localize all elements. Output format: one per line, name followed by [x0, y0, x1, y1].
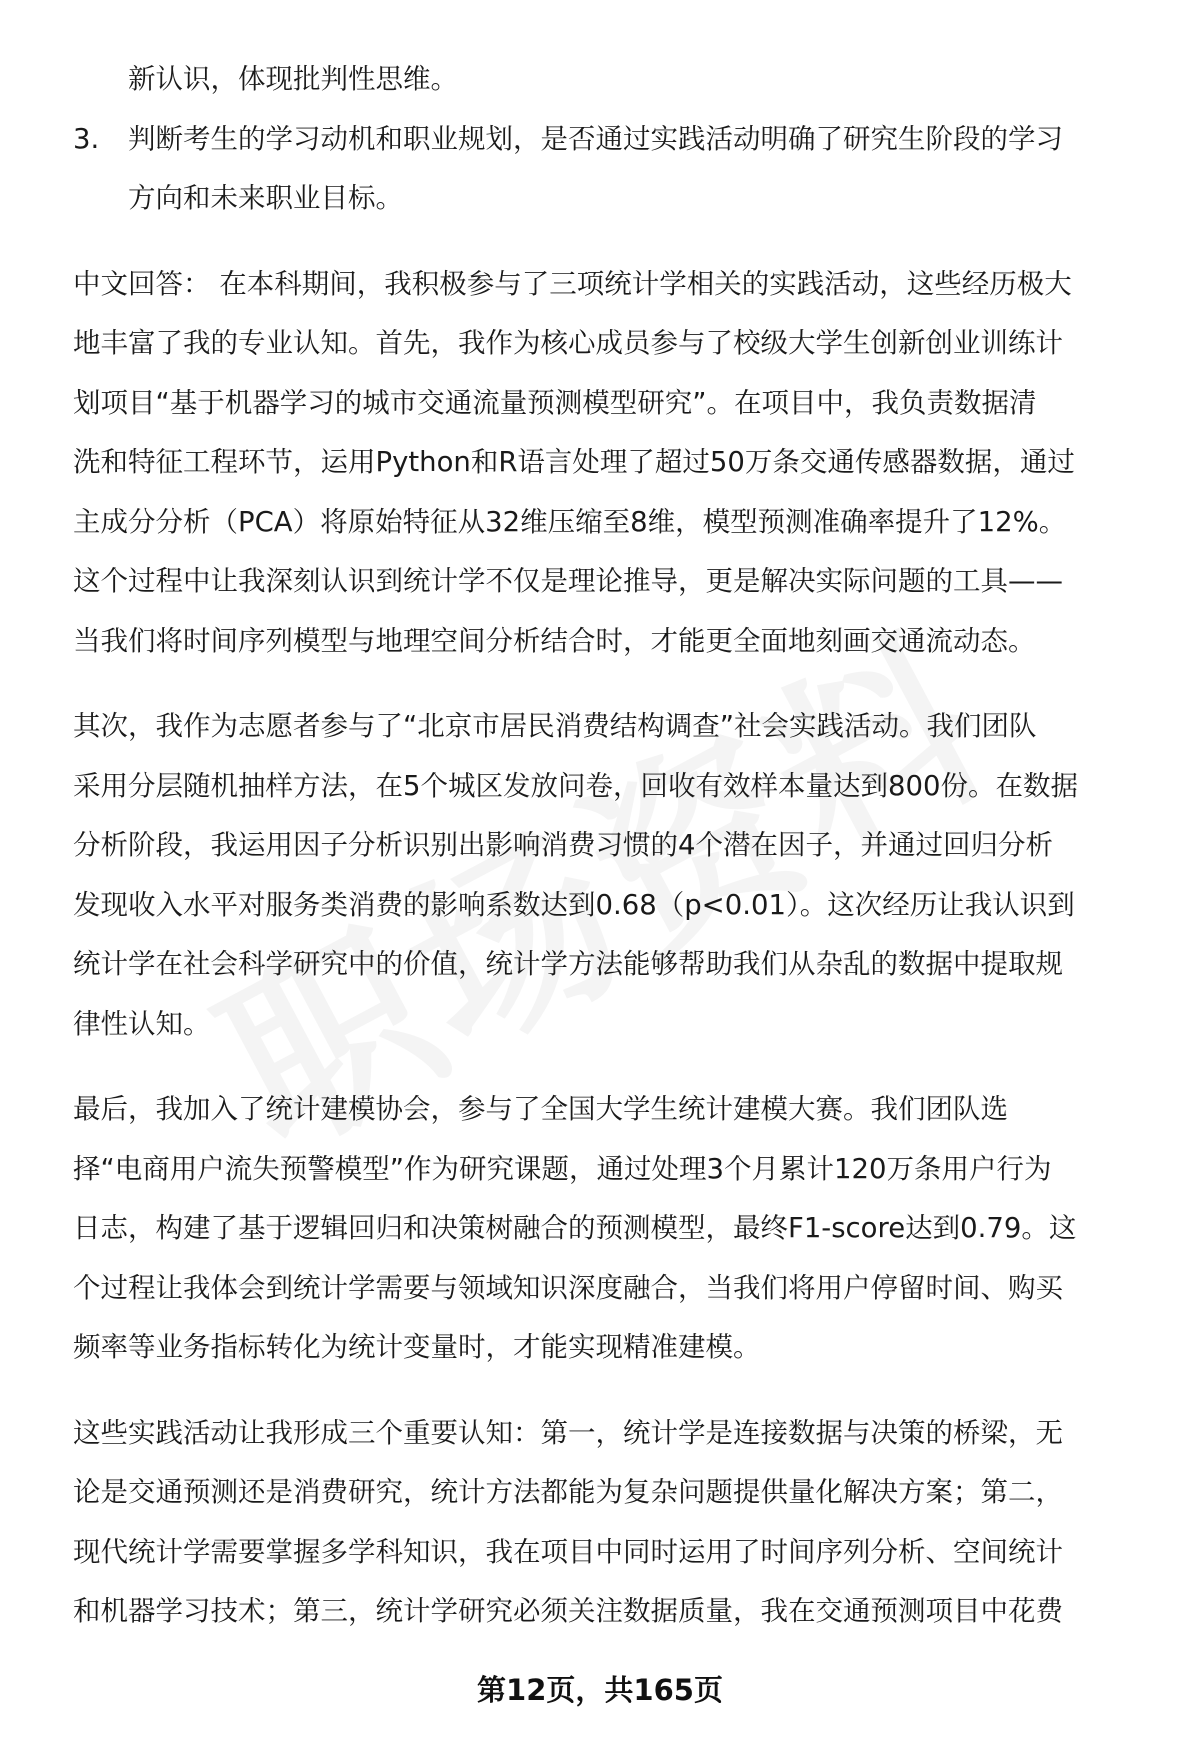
text-line: 最后，我加入了统计建模协会，参与了全国大学生统计建模大赛。我们团队选 [73, 1093, 1008, 1125]
paragraph-conclusions [73, 1404, 1163, 1642]
paragraph-modeling [73, 1080, 1163, 1378]
text-line: 地丰富了我的专业认知。首先，我作为核心成员参与了校级大学生创新创业训练计 [73, 327, 1063, 359]
text-line: 洗和特征工程环节，运用Python和R语言处理了超过50万条交通传感器数据，通过 [73, 446, 1075, 478]
list-number: 3. [73, 122, 100, 155]
text-line: 这个过程中让我深刻认识到统计学不仅是理论推导，更是解决实际问题的工具—— [73, 565, 1063, 597]
text-line: 论是交通预测还是消费研究，统计方法都能为复杂问题提供量化解决方案；第二， [73, 1476, 1063, 1508]
text-line: 日志，构建了基于逻辑回归和决策树融合的预测模型，最终F1-score达到0.79。这 [73, 1212, 1077, 1244]
document-body [73, 50, 1163, 1642]
list-item [73, 110, 1163, 170]
text-line: 划项目“基于机器学习的城市交通流量预测模型研究”。在项目中，我负责数据清 [73, 386, 1037, 419]
paragraph-answer-intro [73, 255, 1163, 672]
text-line: 和机器学习技术；第三，统计学研究必须关注数据质量，我在交通预测项目中花费 [73, 1595, 1063, 1627]
list-continuation: 新认识，体现批判性思维。 [128, 63, 458, 95]
paragraph-survey [73, 697, 1163, 1054]
text-line: 律性认知。 [73, 1007, 211, 1040]
text-line: 分析阶段，我运用因子分析识别出影响消费习惯的4个潜在因子，并通过回归分析 [73, 829, 1053, 861]
list-item-text: 判断考生的学习动机和职业规划，是否通过实践活动明确了研究生阶段的学习 [128, 122, 1063, 155]
text-line: 择“电商用户流失预警模型”作为研究课题，通过处理3个月累计120万条用户行为 [73, 1152, 1052, 1185]
text-line: 发现收入水平对服务类消费的影响系数达到0.68（p<0.01）。这次经历让我认识到 [73, 888, 1075, 921]
text-line: 频率等业务指标转化为统计变量时，才能实现精准建模。 [73, 1331, 761, 1363]
text-line: 采用分层随机抽样方法，在5个城区发放问卷，回收有效样本量达到800份。在数据 [73, 769, 1078, 802]
text-line: 这些实践活动让我形成三个重要认知：第一，统计学是连接数据与决策的桥梁，无 [73, 1416, 1063, 1449]
text-line: 其次，我作为志愿者参与了“北京市居民消费结构调查”社会实践活动。我们团队 [73, 710, 1037, 742]
text-line: 中文回答： 在本科期间，我积极参与了三项统计学相关的实践活动，这些经历极大 [73, 267, 1072, 300]
text-line: 当我们将时间序列模型与地理空间分析结合时，才能更全面地刻画交通流动态。 [73, 624, 1036, 657]
list-item-text-continued: 方向和未来职业目标。 [128, 182, 403, 214]
text-line: 主成分分析（PCA）将原始特征从32维压缩至8维，模型预测准确率提升了12%。 [73, 505, 1067, 538]
page-number-footer: 第12页，共165页 [477, 1673, 723, 1707]
text-line: 现代统计学需要掌握多学科知识，我在项目中同时运用了时间序列分析、空间统计 [73, 1535, 1063, 1568]
text-line: 统计学在社会科学研究中的价值，统计学方法能够帮助我们从杂乱的数据中提取规 [73, 948, 1063, 980]
text-line: 个过程让我体会到统计学需要与领域知识深度融合，当我们将用户停留时间、购买 [73, 1271, 1063, 1304]
